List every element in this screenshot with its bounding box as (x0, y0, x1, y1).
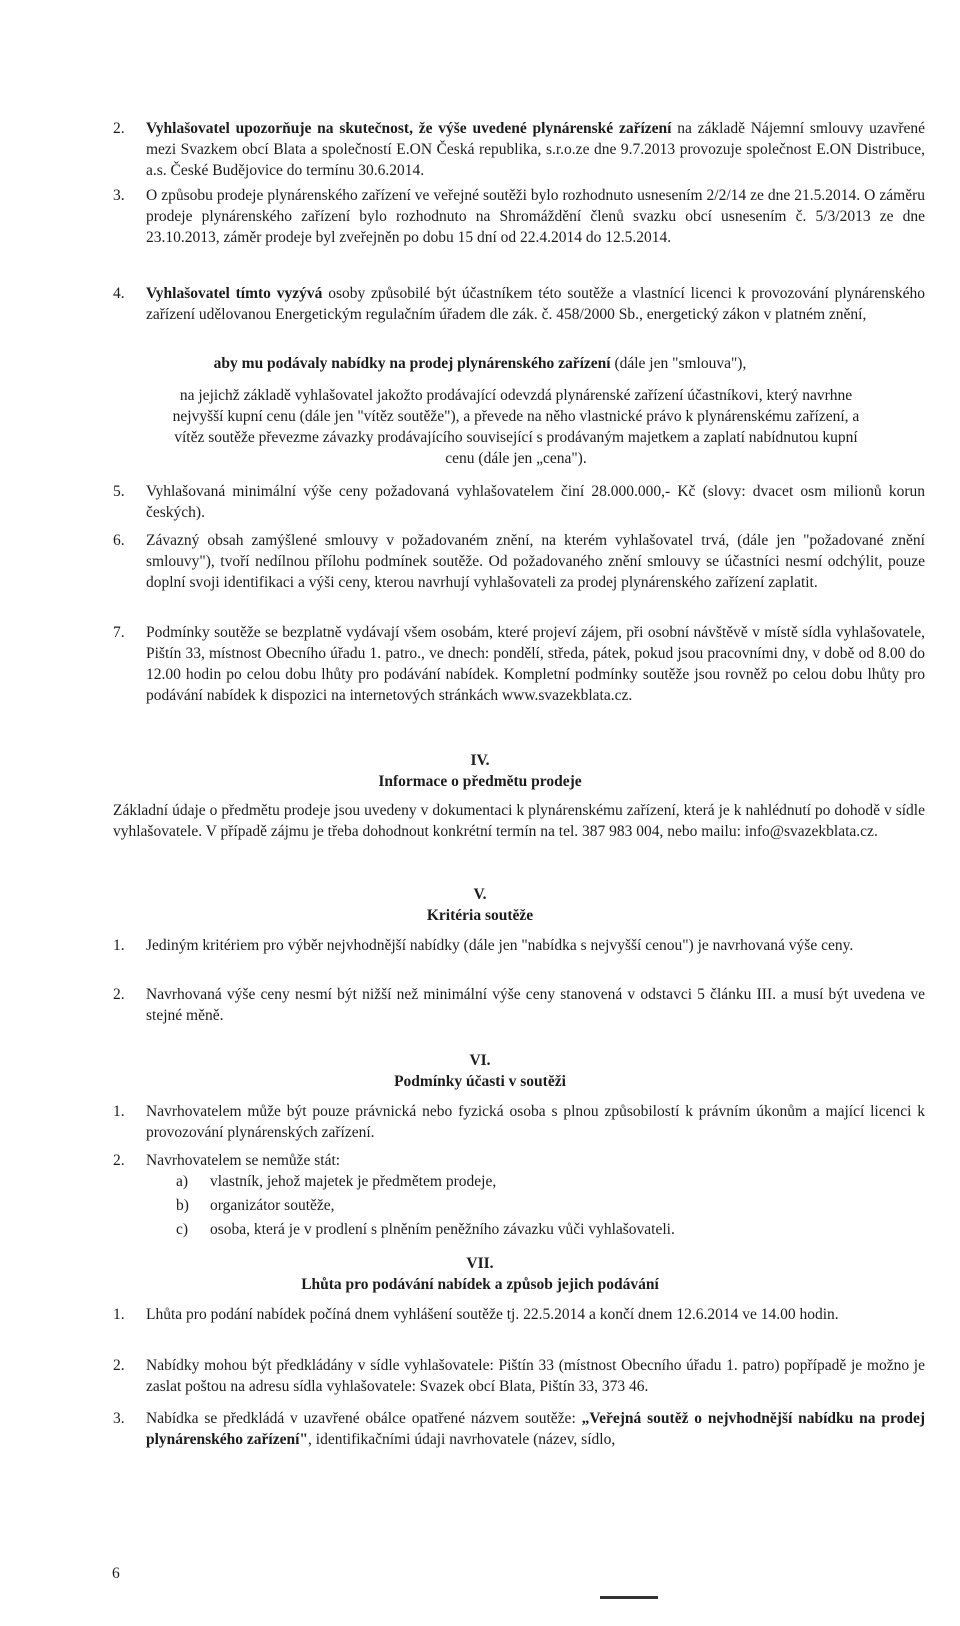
item-number: 5. (113, 483, 125, 500)
item-number: 1. (113, 1103, 125, 1120)
item-number: 4. (113, 285, 125, 302)
item-number: 2. (113, 1357, 125, 1374)
section-paragraph: Základní údaje o předmětu prodeje jsou uvedeny v dokumentaci k plynárenskému zařízení, která je k nahlédnutí po dohodě v sídle vyhlašovatele. V případě zájmu je třeba dohodnout konkrétní termín na tel. 387 983 004, nebo mailu: info@svazekblata.cz. (113, 802, 925, 840)
list-item (113, 935, 925, 956)
footer-mark (600, 1596, 658, 1599)
item-number: 1. (113, 1306, 125, 1323)
invitation-line: aby mu podávaly nabídky na prodej plynárenského zařízení (dále jen "smlouva"), (213, 355, 747, 372)
item-number: 1. (113, 937, 125, 954)
sub-list-item: c) osoba, která je v prodlení s plněním peněžního závazku vůči vyhlašovateli. (176, 1221, 675, 1238)
section-title: Kritéria soutěže (426, 907, 534, 924)
item-text: Jediným kritériem pro výběr nejvhodnější nabídky (dále jen "nabídka s nejvyšší cenou") je navrhovaná výše ceny. (146, 937, 854, 954)
item-number: 2. (113, 986, 125, 1003)
item-number: 6. (113, 532, 125, 549)
list-item (113, 622, 925, 706)
list-item (113, 1355, 925, 1397)
page-number: 6 (112, 1565, 120, 1582)
list-item (113, 118, 925, 181)
item-text: Lhůta pro podání nabídek počíná dnem vyhlášení soutěže tj. 22.5.2014 a končí dnem 12.6.2014 ve 14.00 hodin. (146, 1306, 839, 1323)
list-item (113, 283, 925, 325)
section-title: Lhůta pro podávání nabídek a způsob jejich podávání (301, 1276, 659, 1293)
list-item (113, 530, 925, 593)
section-title: Informace o předmětu prodeje (378, 773, 582, 790)
item-text: Navrhovatelem může být pouze právnická nebo fyzická osoba s plnou způsobilostí k právním úkonům a mající licenci k provozování plynárenských zařízení. (146, 1103, 925, 1141)
item-number: 3. (113, 1410, 125, 1427)
sub-list-item: b) organizátor soutěže, (176, 1197, 335, 1214)
item-text: Nabídky mohou být předkládány v sídle vyhlašovatele: Pištín 33 (místnost Obecního úřadu 1. patro) popřípadě je možno je zaslat poštou na adresu sídla vyhlašovatele: Svazek obcí Blata, Pištín 33, 373 46. (146, 1357, 925, 1395)
sub-list (176, 1171, 876, 1243)
item-text: Podmínky soutěže se bezplatně vydávají všem osobám, které projeví zájem, při osobní návštěvě v místě sídla vyhlašovatele, Pištín 33, místnost Obecního úřadu 1. patro., ve dnech: pondělí, středa, pátek, pokud jsou pracovními dny, v době od 8.00 do 12.00 hodin po celou dobu lhůty pro podávání nabídek. Kompletní podmínky soutěže jsou rovněž po celou dobu lhůty pro podávání nabídek k dispozici na internetových stránkách www.svazekblata.cz. (146, 624, 925, 704)
list-item (113, 984, 925, 1026)
list-item (113, 1101, 925, 1143)
sub-list-item: a) vlastník, jehož majetek je předmětem prodeje, (176, 1173, 497, 1190)
item-text: Navrhovatelem se nemůže stát: (146, 1152, 341, 1169)
section-number: VII. (466, 1255, 494, 1272)
item-text: na základě Nájemní smlouvy uzavřené mezi Svazkem obcí Blata a společností E.ON Česká republika, s.r.o.ze dne 9.7.2013 provozuje společnost E.ON Distribuce, a.s. České Budějovice do termínu 30.6.2014. (146, 120, 925, 179)
item-number: 3. (113, 187, 125, 204)
bold-lead: Vyhlašovatel tímto vyzývá (146, 285, 323, 302)
item-text: Vyhlašovaná minimální výše ceny požadovaná vyhlašovatelem činí 28.000.000,- Kč (slovy: dvacet osm milionů korun českých). (146, 483, 925, 521)
section-number: V. (473, 886, 487, 903)
item-number: 2. (113, 1152, 125, 1169)
item-number: 2. (113, 120, 125, 137)
item-text: Závazný obsah zamýšlené smlouvy v požadovaném znění, na kterém vyhlašovatel trvá, (dále jen "požadované znění smlouvy"), tvoří nedílnou přílohu podmínek soutěže. Od požadovaného znění smlouvy se účastníci nesmí odchýlit, pouze doplní svoji identifikaci a výši ceny, kterou navrhují vyhlašovateli za prodej plynárenského zařízení zaplatit. (146, 532, 925, 591)
list-item (113, 1150, 925, 1171)
list-item (113, 481, 925, 523)
item-text: O způsobu prodeje plynárenského zařízení ve veřejné soutěži bylo rozhodnuto usnesením 2/2/14 ze dne 21.5.2014. O záměru prodeje plynárenského zařízení bylo rozhodnuto na Shromáždění členů svazku obcí usnesením č. 5/3/2013 ze dne 23.10.2013, záměr prodeje byl zveřejněn po dobu 15 dní od 22.4.2014 do 12.5.2014. (146, 187, 925, 246)
item-text: Navrhovaná výše ceny nesmí být nižší než minimální výše ceny stanovená v odstavci 5 článku III. a musí být uvedena ve stejné měně. (146, 986, 925, 1024)
item-number: 7. (113, 624, 125, 641)
contest-name: „Veřejná soutěž o nejvhodnější nabídku na prodej plynárenského zařízení" (146, 1410, 925, 1448)
item-text: osoby způsobilé být účastníkem této soutěže a vlastnící licenci k provozování plynárenského zařízení udělovanou Energetickým regulačním úřadem dle zák. č. 458/2000 Sb., energetický zákon v platném znění, (146, 285, 925, 323)
list-item: 3. Nabídka se předkládá v uzavřené obálce opatřené názvem soutěže: „Veřejná soutěž o nejvhodnější nabídku na prodej plynárenského zařízení", identifikačními údaji navrhovatele (název, sídlo, (113, 1410, 925, 1448)
section-number: IV. (470, 752, 490, 769)
invitation-detail: na jejichž základě vyhlašovatel jakožto prodávající odevzdá plynárenské zařízení účastníkovi, který navrhne nejvyšší kupní cenu (dále jen "vítěz soutěže"), a převede na něho vlastnické právo k plynárenskému zařízení, a vítěz soutěže převezme závazky prodávajícího související s prodávaným majetkem a zaplatí nabídnutou kupní cenu (dále jen „cena"). (172, 387, 860, 467)
section-title: Podmínky účasti v soutěži (394, 1073, 566, 1090)
list-item (113, 185, 925, 248)
bold-lead: Vyhlašovatel upozorňuje na skutečnost, že výše uvedené plynárenské zařízení (146, 120, 672, 137)
list-item (113, 1304, 925, 1325)
section-number: VI. (469, 1052, 491, 1069)
